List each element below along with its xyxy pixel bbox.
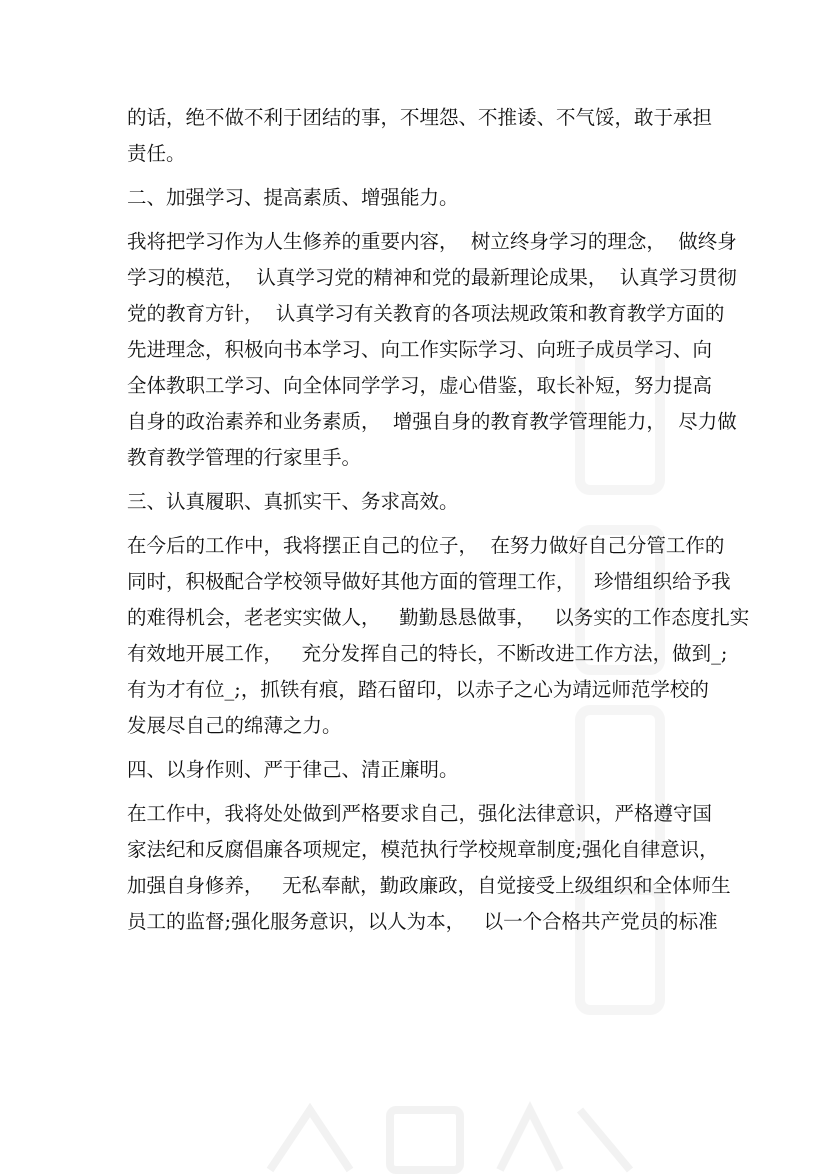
- body-paragraph: [127, 528, 750, 744]
- text-line: 党的教育方针， 认真学习有关教育的各项法规政策和教育教学方面的: [127, 302, 725, 325]
- text-line: 有为才有位_;，抓铁有痕，踏石留印，以赤子之心为靖远师范学校的: [127, 678, 709, 701]
- text-line: 在工作中，我将处处做到严格要求自己，强化法律意识，严格遵守国: [127, 802, 713, 825]
- text-line: 有效地开展工作， 充分发挥自己的特长，不断改进工作方法，做到_;: [127, 642, 728, 665]
- text-line: 四、以身作则、严于律己、清正廉明。: [127, 758, 459, 781]
- text-line: 全体教职工学习、向全体同学学习，虚心借鉴，取长补短，努力提高: [127, 374, 713, 397]
- text-line: 同时，积极配合学校领导做好其他方面的管理工作， 珍惜组织给予我: [127, 570, 731, 593]
- text-line: 先进理念，积极向书本学习、向工作实际学习、向班子成员学习、向: [127, 338, 713, 361]
- body-paragraph: [127, 796, 731, 940]
- text-line: 员工的监督;强化服务意识，以人为本， 以一个合格共产党员的标准: [127, 910, 718, 933]
- text-line: 加强自身修养， 无私奉献，勤政廉政，自觉接受上级组织和全体师生: [127, 874, 731, 897]
- text-line: 的难得机会，老老实实做人， 勤勤恳恳做事， 以务实的工作态度扎实: [127, 606, 750, 629]
- section-heading: [127, 484, 712, 520]
- text-line: 我将把学习作为人生修养的重要内容， 树立终身学习的理念， 做终身: [127, 230, 737, 253]
- text-line: 家法纪和反腐倡廉各项规定，模范执行学校规章制度;强化自律意识，: [127, 838, 719, 861]
- text-line: 自身的政治素养和业务素质， 增强自身的教育教学管理能力， 尽力做: [127, 410, 737, 433]
- text-line: 发展尽自己的绵薄之力。: [127, 714, 342, 737]
- text-line: 责任。: [127, 142, 186, 165]
- body-paragraph: [127, 224, 737, 476]
- body-paragraph: [127, 100, 712, 172]
- text-line: 在今后的工作中，我将摆正自己的位子， 在努力做好自己分管工作的: [127, 534, 725, 557]
- text-line: 教育教学管理的行家里手。: [127, 446, 362, 469]
- section-heading: [127, 180, 712, 216]
- text-line: 的话，绝不做不利于团结的事，不埋怨、不推诿、不气馁，敢于承担: [127, 106, 713, 129]
- text-line: 三、认真履职、真抓实干、务求高效。: [127, 490, 459, 513]
- watermark-stamp: [250, 1090, 670, 1174]
- text-line: 学习的模范， 认真学习党的精神和党的最新理论成果， 认真学习贯彻: [127, 266, 737, 289]
- text-line: 二、加强学习、提高素质、增强能力。: [127, 186, 459, 209]
- document-body: [127, 100, 750, 940]
- section-heading: [127, 752, 712, 788]
